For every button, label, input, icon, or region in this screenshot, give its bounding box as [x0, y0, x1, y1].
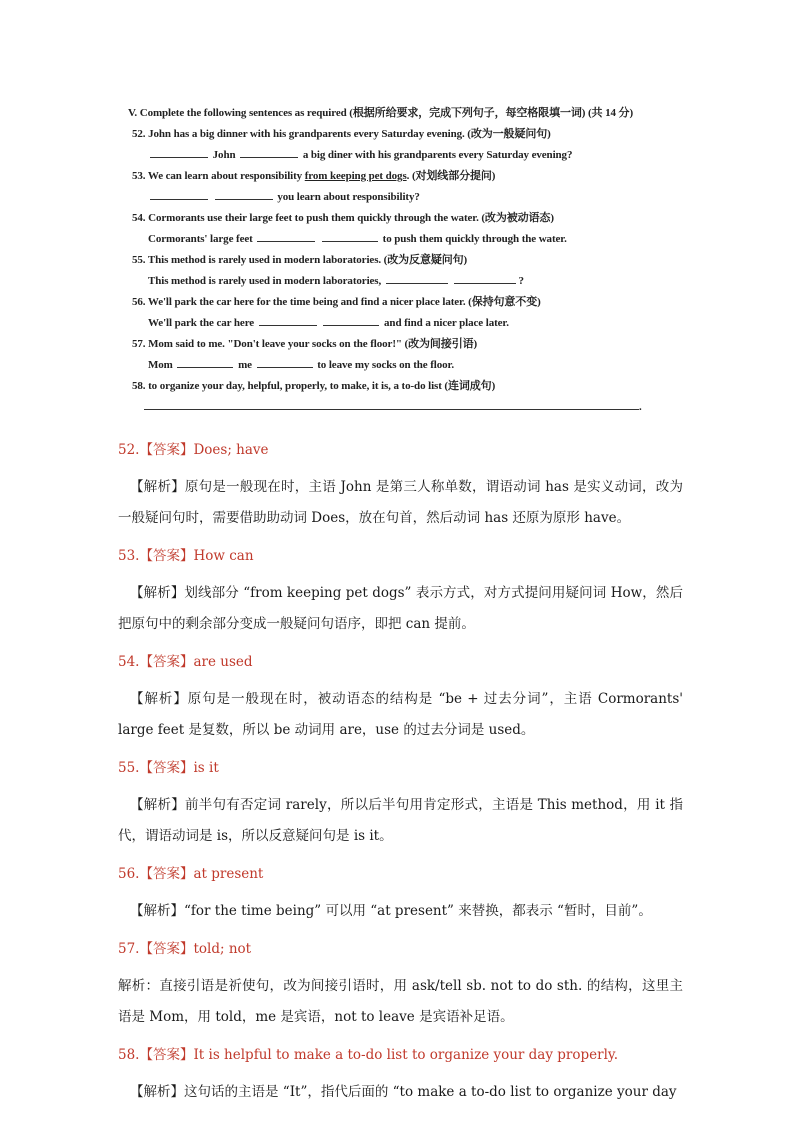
explanation-55: 【解析】前半句有否定词 rarely，所以后半句用肯定形式，主语是 This method，用 it 指代，谓语动词是 is，所以反意疑问句是 is it。 [118, 797, 683, 844]
answer-58: 58.【答案】It is helpful to make a to-do list to organize your day properly. [118, 1047, 619, 1063]
blank [257, 230, 315, 242]
explanation-54: 【解析】原句是一般现在时，被动语态的结构是 “be + 过去分词”，主语 Cormorants' large feet 是复数，所以 be 动词用 are，use 的过去分词是 used。 [118, 691, 683, 738]
blank [240, 146, 298, 158]
answer-53: 53.【答案】How can [118, 548, 254, 564]
blank [454, 272, 516, 284]
blank [177, 356, 233, 368]
explanation-57: 解析：直接引语是祈使句，改为间接引语时，用 ask/tell sb. not to do sth. 的结构，这里主语是 Mom，用 told，me 是宾语，not to leave 是宾语补足语。 [118, 978, 683, 1025]
blank [150, 188, 208, 200]
question-57-answer-line: Mom me to leave my socks on the floor. [128, 355, 688, 376]
answer-57: 57.【答案】told; not [118, 941, 252, 957]
blank [322, 230, 378, 242]
section-heading: V. Complete the following sentences as required (根据所给要求，完成下列句子，每空格限填一词) (共 14 分) [128, 107, 634, 119]
question-53-answer-line: you learn about responsibility? [128, 187, 688, 208]
blank [386, 272, 448, 284]
question-58-answer-line: . [128, 397, 688, 418]
exercise-scan [128, 102, 688, 418]
question-55-answer-line: This method is rarely used in modern laboratories, ? [128, 271, 688, 292]
question-58-prompt: 58. to organize your day, helpful, properly, to make, it is, a to-do list (连词成句) [132, 380, 496, 392]
question-56-prompt: 56. We'll park the car here for the time being and find a nicer place later. (保持句意不变) [132, 296, 541, 308]
question-54-prompt: 54. Cormorants use their large feet to push them quickly through the water. (改为被动语态) [132, 212, 554, 224]
question-55-prompt: 55. This method is rarely used in modern laboratories. (改为反意疑问句) [132, 254, 468, 266]
explanation-58: 【解析】这句话的主语是 “It”，指代后面的 “to make a to-do list to organize your day [130, 1084, 677, 1100]
question-52-answer-line: John a big diner with his grandparents every Saturday evening? [128, 145, 688, 166]
answer-54: 54.【答案】are used [118, 654, 253, 670]
answer-52: 52.【答案】Does; have [118, 442, 269, 458]
blank [150, 146, 208, 158]
underlined-phrase: from keeping pet dogs [304, 170, 407, 182]
blank [323, 314, 379, 326]
blank [144, 397, 639, 410]
question-53-prompt: 53. We can learn about responsibility from keeping pet dogs. (对划线部分提问) [132, 170, 496, 182]
question-56-answer-line: We'll park the car here and find a nicer place later. [128, 313, 688, 334]
question-57-prompt: 57. Mom said to me. "Don't leave your socks on the floor!" (改为间接引语) [132, 338, 478, 350]
explanation-53: 【解析】划线部分 “from keeping pet dogs” 表示方式，对方式提问用疑问词 How，然后把原句中的剩余部分变成一般疑问句语序，即把 can 提前。 [118, 585, 683, 632]
question-54-answer-line: Cormorants' large feet to push them quickly through the water. [128, 229, 688, 250]
answer-section [118, 438, 683, 1118]
explanation-56: 【解析】“for the time being” 可以用 “at present” 来替换，都表示 “暂时，目前”。 [130, 903, 652, 919]
answer-56: 56.【答案】at present [118, 866, 264, 882]
blank [259, 314, 317, 326]
answer-55: 55.【答案】is it [118, 760, 219, 776]
explanation-52: 【解析】原句是一般现在时，主语 John 是第三人称单数，谓语动词 has 是实义动词，改为一般疑问句时，需要借助助动词 Does，放在句首，然后动词 has 还原为原形 have。 [118, 479, 683, 526]
question-52-prompt: 52. John has a big dinner with his grandparents every Saturday evening. (改为一般疑问句) [132, 128, 551, 140]
blank [215, 188, 273, 200]
blank [257, 356, 313, 368]
